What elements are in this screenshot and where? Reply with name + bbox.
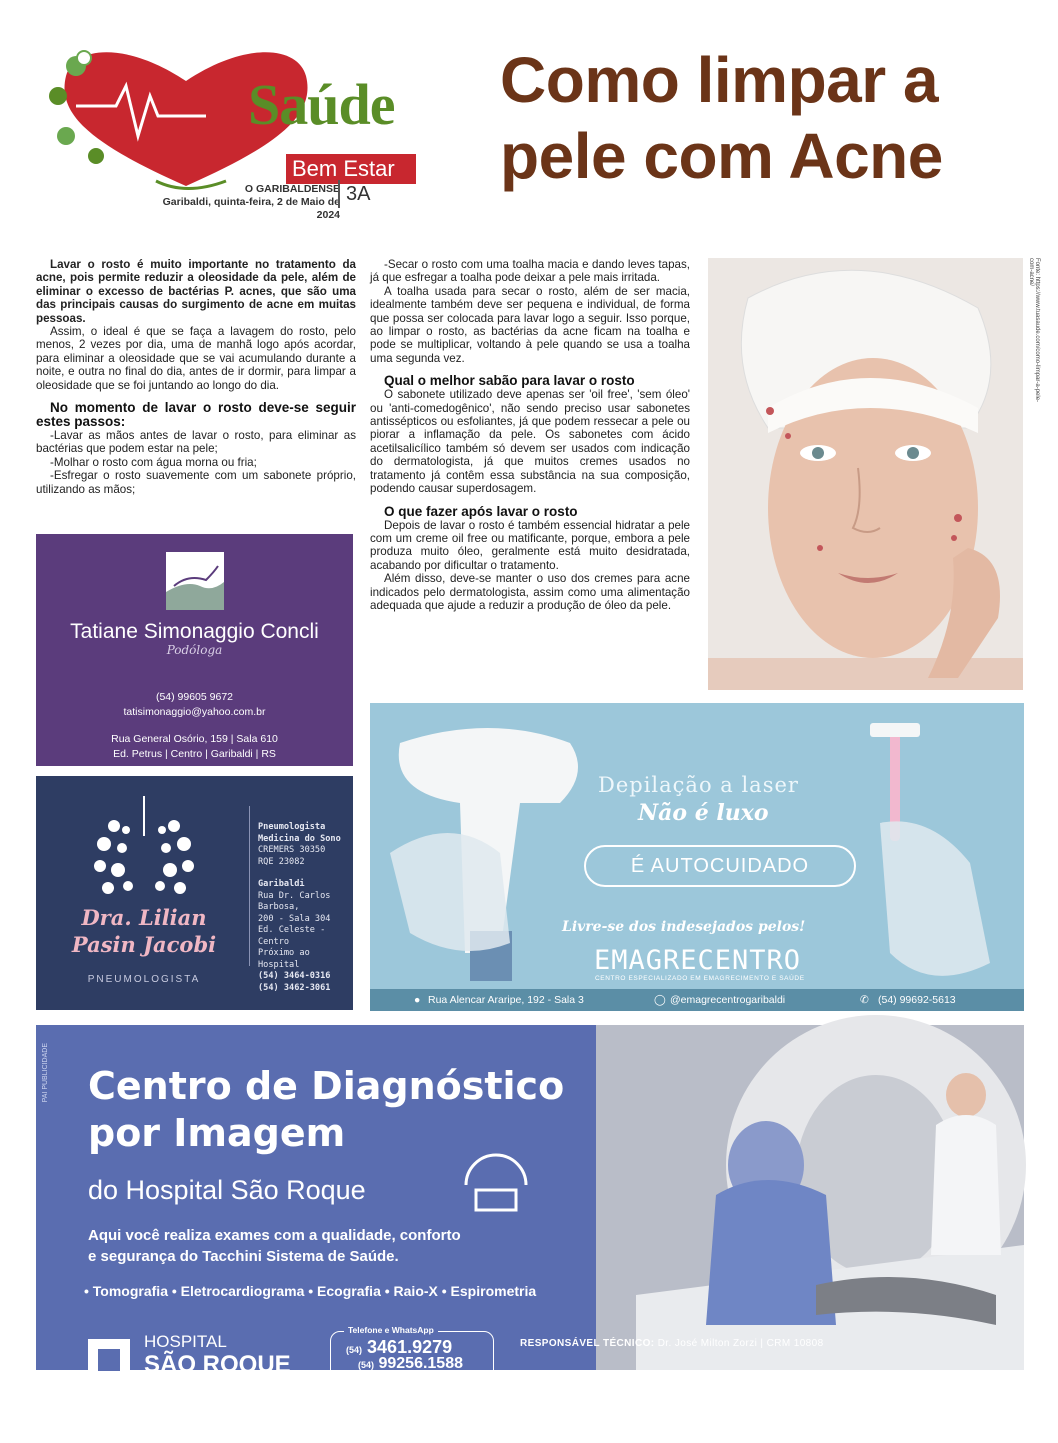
article-paragraph: O sabonete utilizado deve apenas ser 'oil free', 'sem óleo' ou 'anti-comedogênico', não sendo preciso usar sabonetes antissépticos ou esfoliantes, já que podem ressecar a pele ou piorar a inflamação da pele. Os sabonetes com ácido acetilsalicílico também só devem ser usados com indicação do dermatologista, já que muitos cremes usados no tratamento já contêm essa substância na sua composição, podendo causar superdosagem. [370, 388, 690, 496]
masthead [140, 183, 340, 222]
hosp-heading-line: por Imagem [88, 1111, 346, 1155]
article-paragraph: A toalha usada para secar o rosto, além de ser macia, idealmente também deve ser pequena e individual, de forma que possa ser colocada para lavar logo a seguir. Isso porque, ao limpar o rosto, as bactérias da acne ficam na toalha e pode se multiplicar, voltando à pele quando se usa a toalha uma segunda vez. [370, 284, 690, 365]
pneumo-address: 200 - Sala 304 [258, 913, 331, 924]
hosp-phone-label: Telefone e WhatsApp [344, 1325, 438, 1335]
hosp-phone-area: (54) [358, 1360, 375, 1370]
ad-hospital-sao-roque[interactable] [36, 1025, 1024, 1383]
pneumo-name-line: Pasin Jacobi [71, 932, 217, 957]
hosp-side-credit: PAI PUBLICIDADE [42, 1043, 49, 1103]
laser-line-1: Depilação a laser [598, 773, 799, 797]
masthead-dateline: Garibaldi, quinta-feira, 2 de Maio de 2024 [162, 196, 340, 221]
pneumo-address: Rua Dr. Carlos Barbosa, [258, 890, 331, 912]
article-paragraph: Além disso, deve-se manter o uso dos cremes para acne indicados pelo dermatologista, assim como uma alimentação adequada que ajude a reduzir a produção de óleo da pele. [370, 572, 690, 612]
pneumo-spec: Pneumologista [258, 822, 326, 832]
podologa-name: Tatiane Simonaggio Concli [70, 620, 319, 643]
hosp-subheading: do Hospital São Roque [88, 1175, 366, 1205]
podologa-address-line: Rua General Osório, 159 | Sala 610 [111, 733, 278, 745]
pneumo-name-line: Dra. Lilian [81, 905, 207, 930]
article-step: -Esfregar o rosto suavemente com um sabonete próprio, utilizando as mãos; [36, 469, 356, 496]
pneumo-address: Próximo ao Hospital [258, 948, 310, 970]
hosp-logo-line1: HOSPITAL [144, 1332, 227, 1351]
pneumo-city: Garibaldi [258, 879, 305, 889]
podologa-address-line: Ed. Petrus | Centro | Garibaldi | RS [113, 748, 276, 760]
article-photo-woman-with-towel [708, 258, 1023, 690]
pneumo-spec: Medicina do Sono [258, 833, 341, 844]
woman-face-illustration [708, 258, 1023, 690]
ad-depilacao-laser[interactable] [370, 703, 1024, 1011]
podologa-email[interactable]: tatisimonaggio@yahoo.com.br [123, 706, 266, 718]
article-subheading: O que fazer após lavar o rosto [384, 503, 578, 519]
pneumo-phone[interactable]: (54) 3464-0316 [258, 971, 331, 981]
location-pin-icon: ● [414, 994, 421, 1006]
pneumo-divider [249, 806, 250, 966]
article-paragraph: Depois de lavar o rosto é também essencial hidratar a pele com um creme oil free ou matificante, porque, embora a pele produza muito óleo, geralmente está muito desidratada, acabando por dificultar o tratamento. [370, 518, 690, 572]
hosp-email[interactable]: atendimento.hbsr@tacchini.com.br [342, 1374, 459, 1383]
laser-instagram[interactable]: @emagrecentrogaribaldi [670, 994, 786, 1006]
podologa-address [36, 732, 353, 762]
hosp-phone-number: 99256.1588 [378, 1355, 463, 1372]
hosp-responsible [520, 1338, 824, 1349]
article-step: -Lavar as mãos antes de lavar o rosto, para eliminar as bactérias que podem estar na pele; [36, 429, 356, 456]
ad-pneumologista[interactable] [36, 776, 353, 1010]
laser-brand: EMAGRECENTRO [594, 945, 802, 976]
pneumo-address: Ed. Celeste - Centro [258, 925, 326, 947]
hosp-resp-name: Dr. José Milton Zorzi | CRM 10808 [657, 1338, 824, 1349]
laser-tagline: CENTRO ESPECIALIZADO EM EMAGRECIMENTO E SAÚDE [595, 975, 805, 982]
article-subheading: No momento de lavar o rosto deve-se seguir estes passos: [36, 400, 356, 430]
podologa-phone[interactable]: (54) 99605 9672 [155, 691, 234, 703]
laser-pill: É AUTOCUIDADO [584, 845, 856, 887]
article-lead: Lavar o rosto é muito importante no tratamento da acne, pois permite reduzir a oleosidade da pele, além de eliminar o excesso de bactérias P. acnes, que são uma das principais causas do surgimento de acne em muitas pessoas. [36, 258, 356, 325]
hosp-heading-line: Centro de Diagnóstico [88, 1064, 565, 1108]
foot-icon [166, 552, 224, 610]
ad-podologa[interactable] [36, 534, 353, 766]
hosp-services: • Tomografia • Eletrocardiograma • Ecografia • Raio-X • Espirometria [84, 1283, 537, 1299]
whatsapp-icon: ✆ [860, 994, 869, 1006]
laser-phone[interactable]: (54) 99692-5613 [878, 994, 956, 1006]
logo-subtitle: Bem Estar [286, 154, 416, 184]
page-number: 3A [338, 180, 370, 208]
lungs-flower-icon [84, 796, 204, 906]
hosp-phone-number: 3461.9279 [367, 1337, 453, 1357]
pneumo-phone[interactable]: (54) 3462-3061 [258, 982, 331, 993]
pneumo-cremers: CREMERS 30350 [258, 845, 326, 855]
hosp-phone-2[interactable] [358, 1355, 463, 1373]
podologa-title: Podóloga [166, 643, 223, 657]
hosp-body-line: Aqui você realiza exames com a qualidade, conforto [88, 1227, 461, 1244]
hosp-logo-line2: SÃO ROQUE [144, 1351, 291, 1378]
laser-line-2: Não é luxo [638, 800, 769, 826]
pneumo-doctor-name [54, 904, 234, 958]
article-paragraph: Assim, o ideal é que se faça a lavagem do rosto, pelo menos, 2 vezes por dia, uma de manhã logo após acordar, para eliminar a oleosidade que se vai acumulando durante a noite, e outra no final do dia, antes de ir dormir, para limpar a oleosidade que se foi juntando ao longo do dia. [36, 325, 356, 392]
article-step: -Secar o rosto com uma toalha macia e dando leves tapas, já que esfregar a toalha pode deixar a pele mais irritada. [370, 258, 690, 285]
photo-credit: Fonte: https://www.tuasaude.com/como-limpar-a-pele-com-acne/ [1028, 258, 1040, 403]
logo-title: Saúde [248, 72, 395, 137]
pneumo-rqe: RQE 23082 [258, 856, 305, 867]
laser-line-3: Livre-se dos indesejados pelos! [562, 919, 806, 935]
instagram-icon: ◯ [654, 994, 666, 1006]
hosp-phone-area: (54) [346, 1345, 363, 1355]
saude-bem-estar-logo [36, 36, 395, 196]
hosp-body-line: e segurança do Tacchini Sistema de Saúde. [88, 1248, 399, 1265]
article-column-1 [36, 258, 356, 496]
article-headline: Como limpar a pele com Acne [500, 44, 943, 192]
logo-amp: & [240, 156, 262, 185]
pneumo-role: PNEUMOLOGISTA [87, 974, 201, 985]
article-subheading: Qual o melhor sabão para lavar o rosto [384, 373, 635, 389]
hosp-body [88, 1225, 461, 1267]
hosp-heading [88, 1063, 564, 1157]
article-step: -Molhar o rosto com água morna ou fria; [50, 455, 257, 469]
pneumo-info [258, 822, 350, 994]
article-column-2 [370, 258, 690, 612]
masthead-paper: O GARIBALDENSE [244, 183, 340, 195]
hosp-resp-label: RESPONSÁVEL TÉCNICO: [520, 1338, 655, 1349]
laser-contact-bar [370, 989, 1024, 1011]
laser-address: Rua Alencar Araripe, 192 - Sala 3 [428, 994, 584, 1006]
